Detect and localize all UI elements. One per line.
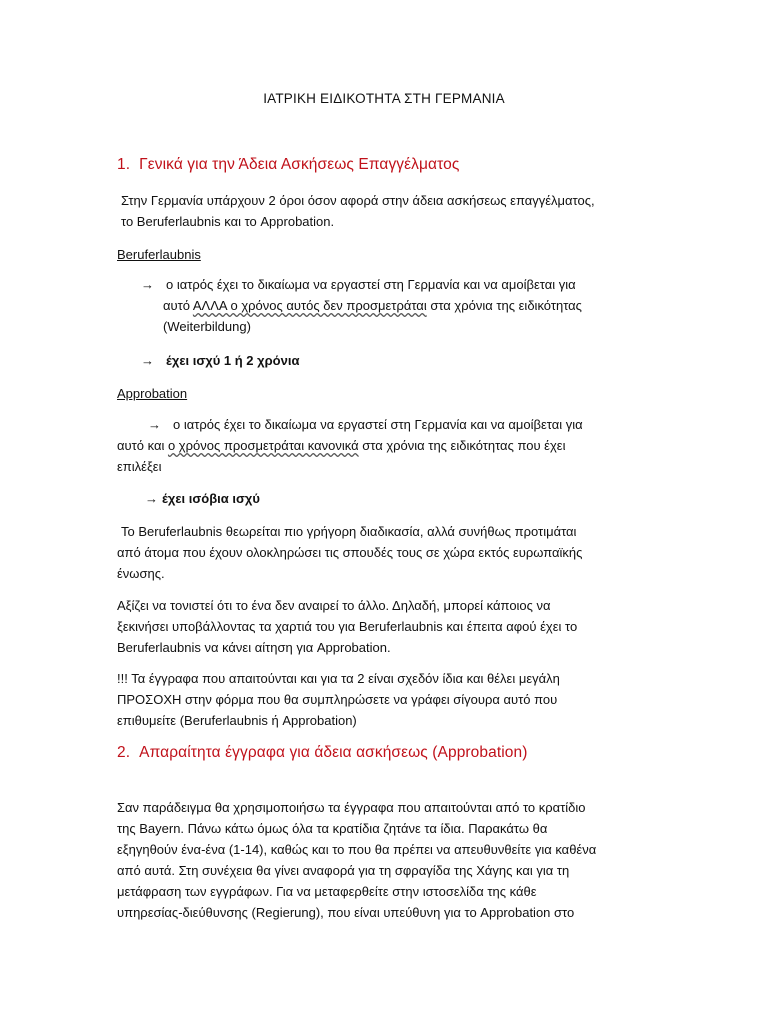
paragraph-line: υπηρεσίας-διεύθυνσης (Regierung), που είναι υπεύθυνη για το Approbation στο xyxy=(117,905,575,920)
paragraph-line: εξηγηθούν ένα-ένα (1-14), καθώς και το που θα πρέπει να απευθυνθείτε για καθένα xyxy=(117,842,597,857)
section-1-heading-text: Γενικά για την Άδεια Ασκήσεως Επαγγέλματος xyxy=(139,156,460,173)
paragraph-line: Σαν παράδειγμα θα χρησιμοποιήσω τα έγγραφα που απαιτούνται από το κρατίδιο xyxy=(117,800,586,815)
paragraph-line: !!! Τα έγγραφα που απαιτούνται και για τα 2 είναι σχεδόν ίδια και θέλει μεγάλη xyxy=(117,671,560,686)
section-1-heading xyxy=(117,154,459,175)
bullet-text: στα χρόνια της ειδικότητας που έχει xyxy=(358,438,566,453)
bullet-text: έχει ισχύ 1 ή 2 χρόνια xyxy=(166,353,300,368)
arrow-right-icon: → xyxy=(141,353,154,368)
intro-line: Στην Γερμανία υπάρχουν 2 όροι όσον αφορά στην άδεια ασκήσεως επαγγέλματος, xyxy=(121,193,595,208)
approbation-bullet-1 xyxy=(117,414,617,477)
paragraph-line: Αξίζει να τονιστεί ότι το ένα δεν αναιρεί το άλλο. Δηλαδή, μπορεί κάποιος να xyxy=(117,598,551,613)
bullet-text: αυτό xyxy=(163,298,193,313)
section-1-number: 1. xyxy=(117,156,131,173)
beruferlaubnis-bullet-2 xyxy=(141,350,641,371)
paragraph-line: από αυτά. Στη συνέχεια θα γίνει αναφορά για τη σφραγίδα της Χάγης και για τη xyxy=(117,863,570,878)
paragraph-note xyxy=(117,595,657,658)
bullet-text: ο ιατρός έχει το δικαίωμα να εργαστεί στη Γερμανία και να αμοίβεται για xyxy=(173,417,583,432)
approbation-bullet-2 xyxy=(145,488,645,509)
document-title: ΙΑΤΡΙΚΗ ΕΙΔΙΚΟΤΗΤΑ ΣΤΗ ΓΕΡΜΑΝΙΑ xyxy=(263,91,505,106)
paragraph-line: από άτομα που έχουν ολοκληρώσει τις σπουδές τους σε χώρα εκτός ευρωπαϊκής xyxy=(117,545,583,560)
paragraph-line: της Bayern. Πάνω κάτω όμως όλα τα κρατίδια ζητάνε τα ίδια. Παρακάτω θα xyxy=(117,821,548,836)
emphasized-text: ΑΛΛΑ ο χρόνος αυτός δεν προσμετράται xyxy=(192,298,427,313)
section-2-paragraph xyxy=(117,797,657,923)
beruferlaubnis-label: Beruferlaubnis xyxy=(117,247,201,262)
approbation-label: Approbation xyxy=(117,386,188,401)
section-2-number: 2. xyxy=(117,744,131,761)
paragraph-line: μετάφραση των εγγράφων. Για να μεταφερθείτε στην ιστοσελίδα της κάθε xyxy=(117,884,537,899)
paragraph-line: ένωσης. xyxy=(117,566,165,581)
paragraph-line: Beruferlaubnis να κάνει αίτηση για Approbation. xyxy=(117,640,391,655)
section-2-heading-text: Απαραίτητα έγγραφα για άδεια ασκήσεως (Approbation) xyxy=(139,744,528,761)
paragraph-warning xyxy=(117,668,657,731)
paragraph-line: ξεκινήσει υποβάλλοντας τα χαρτιά του για Beruferlaubnis και έπειτα αφού έχει το xyxy=(117,619,578,634)
arrow-right-icon: → xyxy=(145,491,158,506)
bullet-text: ο ιατρός έχει το δικαίωμα να εργαστεί στη Γερμανία και να αμοίβεται για xyxy=(166,277,576,292)
section-1-intro xyxy=(121,190,661,232)
arrow-right-icon: → xyxy=(148,417,161,432)
section-2-heading xyxy=(117,742,528,763)
bullet-text: έχει ισόβια ισχύ xyxy=(162,491,260,506)
paragraph-comparison xyxy=(117,521,661,584)
bullet-text: αυτό και xyxy=(117,438,168,453)
paragraph-line: Το Beruferlaubnis θεωρείται πιο γρήγορη διαδικασία, αλλά συνήθως προτιμάται xyxy=(121,524,577,539)
paragraph-line: επιθυμείτε (Beruferlaubnis ή Approbation) xyxy=(117,713,357,728)
bullet-text: στα χρόνια της ειδικότητας xyxy=(426,298,582,313)
bullet-text: επιλέξει xyxy=(117,459,162,474)
paragraph-line: ΠΡΟΣΟΧΗ στην φόρμα που θα συμπληρώσετε να γράφει σίγουρα αυτό που xyxy=(117,692,558,707)
emphasized-text: ο χρόνος προσμετράται κανονικά xyxy=(167,438,359,453)
intro-line: το Beruferlaubnis και το Approbation. xyxy=(121,214,335,229)
bullet-text: (Weiterbildung) xyxy=(163,319,251,334)
beruferlaubnis-bullet-1 xyxy=(141,274,641,337)
arrow-right-icon: → xyxy=(141,277,154,292)
